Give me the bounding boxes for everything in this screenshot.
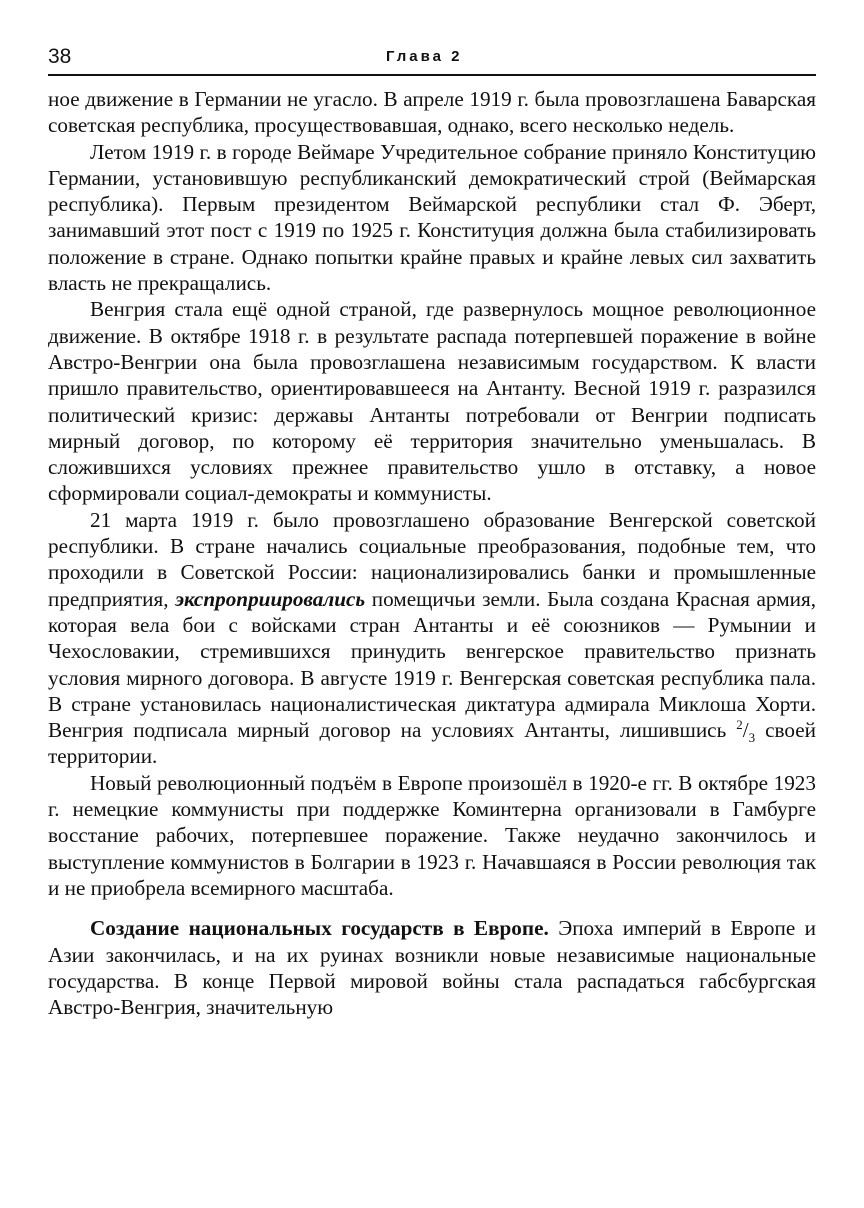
- paragraph-hungary: Венгрия стала ещё одной страной, где развернулось мощное революционное движение. В октябре 1918 г. в результате распада потерпевшей поражение в войне Австро-Венгрии она была провозглашена независимым государством. К власти пришло правительство, ориентировавшееся на Антанту. Весной 1919 г. разразился политический кризис: державы Антанты потребовали от Венгрии подписать мирный договор, по которому её территория значительно уменьшалась. В сложившихся условиях прежнее правительство ушло в отставку, а новое сформировали социал-демократы и коммунисты.: [48, 297, 816, 506]
- section-heading: Создание национальных государств в Европе.: [90, 916, 549, 941]
- paragraph-text: своей территории.: [48, 718, 816, 769]
- fraction-denominator: 3: [748, 730, 756, 746]
- fraction-numerator: 2: [736, 717, 743, 733]
- paragraph-continuation: ное движение в Германии не угасло. В апреле 1919 г. была провозглашена Баварская советская республика, просуществовавшая, однако, всего несколько недель.: [48, 87, 816, 138]
- paragraph-national-states: [48, 915, 816, 1020]
- chapter-title: Глава 2: [386, 48, 463, 65]
- page-number: 38: [48, 45, 72, 68]
- page-body: [48, 86, 816, 1020]
- paragraph-text: 21 марта 1919 г. было провозглашено образование Венгерской советской республики. В стране начались социальные преобразования, подобные тем, что проходили в Советской России: национализировались банки и промышленные предприятия,: [48, 507, 816, 611]
- page-header: [48, 40, 816, 76]
- paragraph-text: Эпоха империй в Европе и Азии закончилась, и на их руинах возникли новые независимые национальные государства. В конце Первой мировой войны стала распадаться габсбургская Австро-Венгрия, значительную: [48, 916, 816, 1020]
- book-page: [48, 40, 816, 1020]
- paragraph-weimar: Летом 1919 г. в городе Веймаре Учредительное собрание приняло Конституцию Германии, установившую республиканский демократический строй (Веймарская республика). Первым президентом Веймарской республики стал Ф. Эберт, занимавший этот пост с 1919 по 1925 г. Конституция должна была стабилизировать положение в стране. Однако попытки крайне правых и крайне левых сил захватить власть не прекращались.: [48, 139, 816, 296]
- emphasized-term: экспроприировались: [175, 586, 366, 611]
- paragraph-hungarian-republic: 21 марта 1919 г. было провозглашено образование Венгерской советской республики. В стране начались социальные преобразования, подобные тем, что проходили в Советской России: национализировались банки и промышленные предприятия, экспроприировались помещичьи земли. Была создана Красная армия, которая вела бои с войсками стран Антанты и её союзников — Румынии и Чехословакии, стремившихся принудить венгерское правительство признать условия мирного договора. В августе 1919 г. Венгерская советская республика пала. В стране установилась националистическая диктатура адмирала Миклоша Хорти. Венгрия подписала мирный договор на условиях Антанты, лишившись $^2/_3$ своей территории.: [48, 507, 816, 769]
- paragraph-revolution-1920s: Новый революционный подъём в Европе произошёл в 1920-е гг. В октябре 1923 г. немецкие коммунисты при поддержке Коминтерна организовали в Гамбурге восстание рабочих, потерпевшее поражение. Также неудачно закончилось и выступление коммунистов в Болгарии в 1923 г. Начавшаяся в России революция так и не приобрела всемирного масштаба.: [48, 770, 816, 900]
- paragraph-text: помещичьи земли. Была создана Красная армия, которая вела бои с войсками стран Антанты и её союзников — Румынии и Чехословакии, стремившихся принудить венгерское правительство признать условия мирного договора. В августе 1919 г. Венгерская советская республика пала. В стране установилась националистическая диктатура адмирала Миклоша Хорти. Венгрия подписала мирный договор на условиях Антанты, лишившись: [48, 586, 816, 743]
